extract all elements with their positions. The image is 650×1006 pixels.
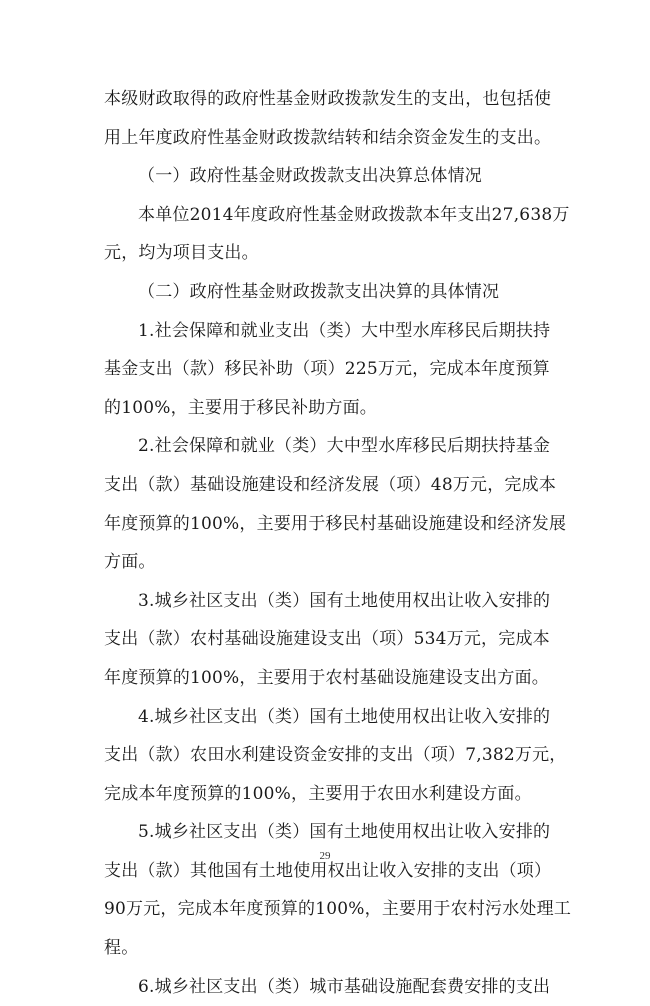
paragraph-line: 2.社会保障和就业（类）大中型水库移民后期扶持基金	[138, 436, 551, 457]
paragraph-line: 支出（款）农田水利建设资金安排的支出（项）7,382万元，	[104, 745, 567, 766]
page-number: 29	[319, 850, 331, 862]
paragraph-line: 3.城乡社区支出（类）国有土地使用权出让收入安排的	[138, 590, 551, 611]
section-heading-1: （一）政府性基金财政拨款支出决算总体情况	[138, 166, 482, 187]
paragraph-line: 4.城乡社区支出（类）国有土地使用权出让收入安排的	[138, 706, 551, 727]
paragraph-line: 90万元，完成本年度预算的100%，主要用于农村污水处理工	[104, 899, 572, 920]
paragraph-line: 完成本年度预算的100%，主要用于农田水利建设方面。	[104, 783, 532, 804]
paragraph-line: 本级财政取得的政府性基金财政拨款发生的支出，也包括使	[104, 89, 552, 109]
paragraph-line: 基金支出（款）移民补助（项）225万元，完成本年度预算	[104, 359, 550, 380]
paragraph-line: 方面。	[104, 552, 156, 573]
paragraph-line: 年度预算的100%，主要用于移民村基础设施建设和经济发展	[104, 513, 567, 534]
paragraph-line: 支出（款）农村基础设施建设支出（项）534万元，完成本	[104, 629, 550, 650]
paragraph-line: 支出（款）其他国有土地使用权出让收入安排的支出（项）	[104, 860, 552, 881]
paragraph-line: 支出（款）基础设施建设和经济发展（项）48万元，完成本	[104, 474, 557, 495]
paragraph-line: 6.城乡社区支出（类）城市基础设施配套费安排的支出	[138, 976, 551, 997]
paragraph-line: 用上年度政府性基金财政拨款结转和结余资金发生的支出。	[104, 127, 552, 148]
section-heading-2: （二）政府性基金财政拨款支出决算的具体情况	[138, 281, 500, 302]
paragraph-line: 的100%，主要用于移民补助方面。	[104, 397, 378, 418]
paragraph-line: 1.社会保障和就业支出（类）大中型水库移民后期扶持	[138, 320, 551, 341]
paragraph-line: 元，均为项目支出。	[104, 243, 259, 264]
body-text	[104, 80, 572, 1006]
paragraph-line: 本单位2014年度政府性基金财政拨款本年支出27,638万	[138, 204, 570, 225]
paragraph-line: 5.城乡社区支出（类）国有土地使用权出让收入安排的	[138, 822, 551, 843]
paragraph-line: 年度预算的100%，主要用于农村基础设施建设支出方面。	[104, 667, 549, 688]
paragraph-line: 程。	[104, 938, 139, 959]
